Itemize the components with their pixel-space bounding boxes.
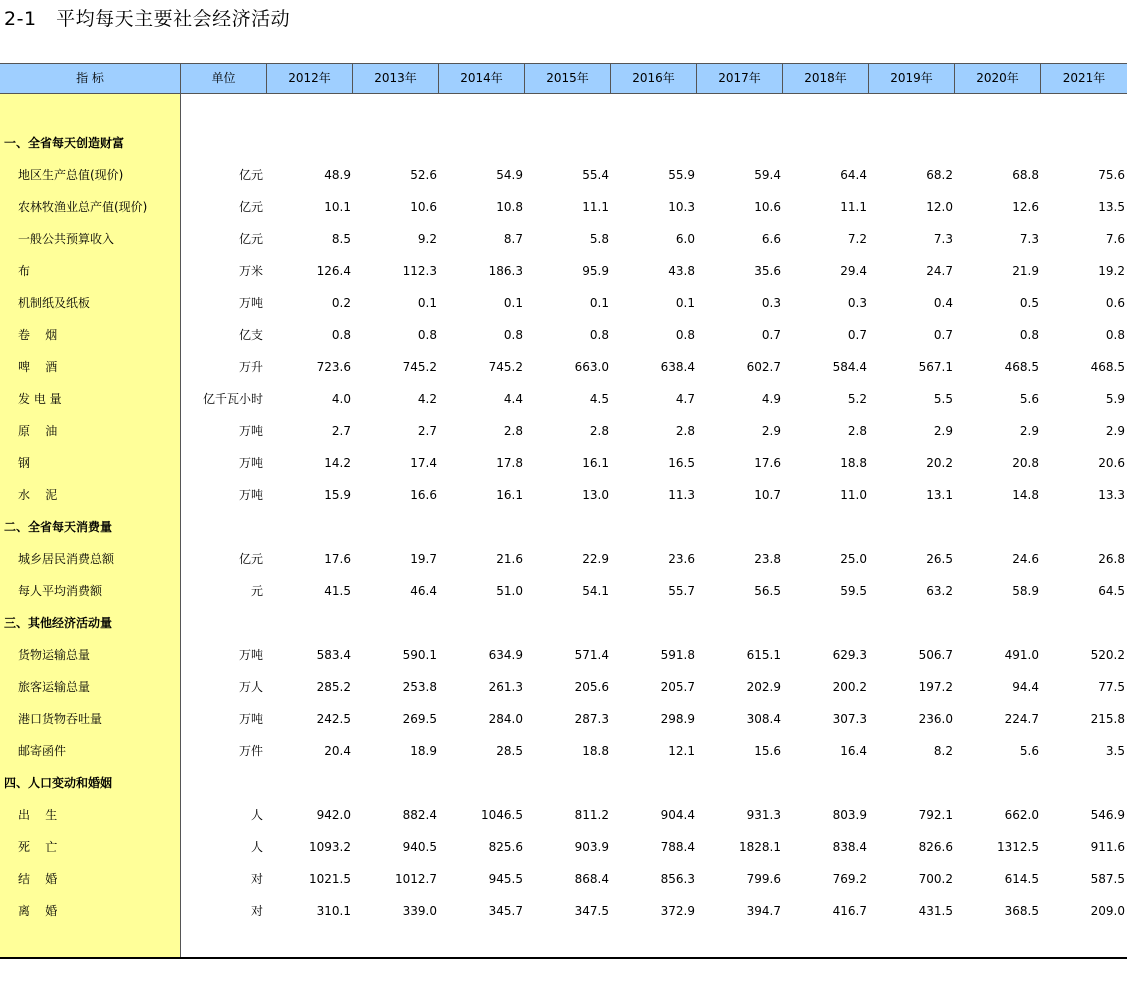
unit-cell: 亿千瓦小时 [202, 392, 263, 406]
value-cell: 583.4 [316, 648, 351, 662]
value-cell: 6.0 [675, 232, 695, 246]
value-cell: 368.5 [1004, 904, 1039, 918]
value-cell: 28.5 [496, 744, 523, 758]
value-cell: 0.8 [331, 328, 351, 342]
value-cell: 745.2 [402, 360, 437, 374]
table-row [0, 351, 1127, 383]
value-cell: 7.3 [933, 232, 953, 246]
value-cell: 55.4 [582, 168, 609, 182]
section-row [0, 511, 1127, 543]
value-cell: 19.7 [410, 552, 437, 566]
value-cell: 792.1 [918, 808, 953, 822]
value-cell: 35.6 [754, 264, 781, 278]
value-cell: 0.8 [1105, 328, 1125, 342]
value-cell: 68.8 [1012, 168, 1039, 182]
indicator-label: 旅客运输总量 [18, 680, 91, 694]
value-cell: 200.2 [832, 680, 867, 694]
value-cell: 126.4 [316, 264, 351, 278]
value-cell: 0.8 [589, 328, 609, 342]
value-cell: 5.5 [933, 392, 953, 406]
table-row [0, 415, 1127, 447]
table-row [0, 703, 1127, 735]
indicator-label: 布 [18, 264, 31, 278]
value-cell: 242.5 [316, 712, 351, 726]
value-cell: 339.0 [402, 904, 437, 918]
value-cell: 261.3 [488, 680, 523, 694]
header-year: 2015年 [525, 64, 611, 93]
value-cell: 0.1 [417, 296, 437, 310]
value-cell: 16.6 [410, 488, 437, 502]
value-cell: 13.0 [582, 488, 609, 502]
value-cell: 567.1 [918, 360, 953, 374]
unit-cell: 亿元 [238, 168, 263, 182]
value-cell: 7.6 [1105, 232, 1125, 246]
value-cell: 10.1 [324, 200, 351, 214]
value-cell: 48.9 [324, 168, 351, 182]
value-cell: 10.7 [754, 488, 781, 502]
value-cell: 17.8 [496, 456, 523, 470]
value-cell: 64.5 [1098, 584, 1125, 598]
value-cell: 310.1 [316, 904, 351, 918]
value-cell: 18.8 [840, 456, 867, 470]
value-cell: 8.7 [503, 232, 523, 246]
value-cell: 826.6 [918, 840, 953, 854]
value-cell: 20.4 [324, 744, 351, 758]
value-cell: 591.8 [660, 648, 695, 662]
value-cell: 6.6 [761, 232, 781, 246]
table-row [0, 319, 1127, 351]
value-cell: 7.2 [847, 232, 867, 246]
value-cell: 4.2 [417, 392, 437, 406]
header-unit: 单位 [181, 64, 267, 93]
indicator-label: 钢 [18, 456, 31, 470]
value-cell: 12.6 [1012, 200, 1039, 214]
value-cell: 0.1 [589, 296, 609, 310]
value-cell: 394.7 [746, 904, 781, 918]
value-cell: 20.8 [1012, 456, 1039, 470]
value-cell: 205.7 [660, 680, 695, 694]
table-row [0, 575, 1127, 607]
indicator-label: 离 婚 [18, 904, 58, 918]
value-cell: 868.4 [574, 872, 609, 886]
value-cell: 5.6 [1019, 744, 1039, 758]
value-cell: 16.1 [496, 488, 523, 502]
table-row [0, 287, 1127, 319]
value-cell: 7.3 [1019, 232, 1039, 246]
value-cell: 634.9 [488, 648, 523, 662]
value-cell: 662.0 [1004, 808, 1039, 822]
unit-cell: 亿元 [238, 232, 263, 246]
indicator-label: 发 电 量 [18, 392, 62, 406]
value-cell: 0.8 [417, 328, 437, 342]
value-cell: 723.6 [316, 360, 351, 374]
unit-cell: 人 [250, 840, 263, 854]
value-cell: 14.2 [324, 456, 351, 470]
value-cell: 20.6 [1098, 456, 1125, 470]
indicator-label: 邮寄函件 [18, 744, 67, 758]
value-cell: 856.3 [660, 872, 695, 886]
unit-cell: 万米 [238, 264, 263, 278]
value-cell: 8.5 [331, 232, 351, 246]
value-cell: 202.9 [746, 680, 781, 694]
value-cell: 4.9 [761, 392, 781, 406]
value-cell: 614.5 [1004, 872, 1039, 886]
indicator-label: 港口货物吞吐量 [18, 712, 103, 726]
value-cell: 0.8 [675, 328, 695, 342]
unit-cell: 万吨 [238, 296, 263, 310]
indicator-label: 死 亡 [18, 840, 58, 854]
value-cell: 1828.1 [739, 840, 781, 854]
value-cell: 54.9 [496, 168, 523, 182]
value-cell: 5.6 [1019, 392, 1039, 406]
value-cell: 1312.5 [997, 840, 1039, 854]
value-cell: 197.2 [918, 680, 953, 694]
value-cell: 215.8 [1090, 712, 1125, 726]
header-indicator: 指 标 [0, 64, 181, 93]
value-cell: 13.3 [1098, 488, 1125, 502]
value-cell: 0.5 [1019, 296, 1039, 310]
value-cell: 506.7 [918, 648, 953, 662]
value-cell: 8.2 [933, 744, 953, 758]
header-year: 2012年 [267, 64, 353, 93]
value-cell: 25.0 [840, 552, 867, 566]
value-cell: 811.2 [574, 808, 609, 822]
unit-cell: 亿支 [238, 328, 263, 342]
unit-cell: 亿元 [238, 200, 263, 214]
value-cell: 2.8 [589, 424, 609, 438]
header-year: 2019年 [869, 64, 955, 93]
section-label: 二、全省每天消费量 [4, 520, 113, 534]
value-cell: 2.9 [1105, 424, 1125, 438]
value-cell: 10.6 [754, 200, 781, 214]
value-cell: 95.9 [582, 264, 609, 278]
header-year: 2013年 [353, 64, 439, 93]
table-row [0, 159, 1127, 191]
value-cell: 23.6 [668, 552, 695, 566]
value-cell: 347.5 [574, 904, 609, 918]
value-cell: 904.4 [660, 808, 695, 822]
value-cell: 2.8 [503, 424, 523, 438]
value-cell: 11.1 [840, 200, 867, 214]
value-cell: 931.3 [746, 808, 781, 822]
value-cell: 468.5 [1090, 360, 1125, 374]
value-cell: 16.5 [668, 456, 695, 470]
table-row [0, 191, 1127, 223]
value-cell: 11.0 [840, 488, 867, 502]
value-cell: 23.8 [754, 552, 781, 566]
header-year: 2016年 [611, 64, 697, 93]
value-cell: 15.9 [324, 488, 351, 502]
header-year: 2020年 [955, 64, 1041, 93]
value-cell: 51.0 [496, 584, 523, 598]
value-cell: 56.5 [754, 584, 781, 598]
indicator-label: 原 油 [18, 424, 58, 438]
value-cell: 253.8 [402, 680, 437, 694]
value-cell: 0.3 [761, 296, 781, 310]
value-cell: 416.7 [832, 904, 867, 918]
table-row [0, 223, 1127, 255]
value-cell: 64.4 [840, 168, 867, 182]
value-cell: 236.0 [918, 712, 953, 726]
value-cell: 803.9 [832, 808, 867, 822]
value-cell: 21.6 [496, 552, 523, 566]
value-cell: 298.9 [660, 712, 695, 726]
value-cell: 10.6 [410, 200, 437, 214]
value-cell: 1012.7 [395, 872, 437, 886]
unit-cell: 万吨 [238, 456, 263, 470]
value-cell: 63.2 [926, 584, 953, 598]
value-cell: 2.9 [933, 424, 953, 438]
table-bottom-rule [0, 957, 1127, 959]
value-cell: 24.7 [926, 264, 953, 278]
value-cell: 638.4 [660, 360, 695, 374]
value-cell: 0.8 [1019, 328, 1039, 342]
value-cell: 205.6 [574, 680, 609, 694]
unit-cell: 万人 [238, 680, 263, 694]
value-cell: 788.4 [660, 840, 695, 854]
value-cell: 307.3 [832, 712, 867, 726]
value-cell: 209.0 [1090, 904, 1125, 918]
value-cell: 4.4 [503, 392, 523, 406]
value-cell: 58.9 [1012, 584, 1039, 598]
value-cell: 9.2 [417, 232, 437, 246]
value-cell: 19.2 [1098, 264, 1125, 278]
value-cell: 14.8 [1012, 488, 1039, 502]
unit-cell: 对 [250, 904, 263, 918]
value-cell: 0.8 [503, 328, 523, 342]
table-row [0, 639, 1127, 671]
value-cell: 5.8 [589, 232, 609, 246]
value-cell: 3.5 [1105, 744, 1125, 758]
table-row [0, 831, 1127, 863]
value-cell: 615.1 [746, 648, 781, 662]
value-cell: 2.9 [761, 424, 781, 438]
value-cell: 940.5 [402, 840, 437, 854]
value-cell: 2.8 [675, 424, 695, 438]
value-cell: 186.3 [488, 264, 523, 278]
value-cell: 284.0 [488, 712, 523, 726]
value-cell: 41.5 [324, 584, 351, 598]
value-cell: 4.5 [589, 392, 609, 406]
indicator-label: 卷 烟 [18, 328, 58, 342]
page-title: 2-1 平均每天主要社会经济活动 [4, 8, 291, 30]
value-cell: 663.0 [574, 360, 609, 374]
unit-cell: 万吨 [238, 712, 263, 726]
table-row [0, 895, 1127, 927]
header-year: 2014年 [439, 64, 525, 93]
value-cell: 52.6 [410, 168, 437, 182]
value-cell: 5.2 [847, 392, 867, 406]
value-cell: 0.7 [761, 328, 781, 342]
value-cell: 43.8 [668, 264, 695, 278]
header-year: 2021年 [1062, 71, 1106, 85]
indicator-label: 水 泥 [18, 488, 58, 502]
value-cell: 2.8 [847, 424, 867, 438]
value-cell: 825.6 [488, 840, 523, 854]
value-cell: 903.9 [574, 840, 609, 854]
value-cell: 4.0 [331, 392, 351, 406]
value-cell: 0.1 [503, 296, 523, 310]
value-cell: 17.4 [410, 456, 437, 470]
indicator-label: 一般公共预算收入 [18, 232, 115, 246]
value-cell: 945.5 [488, 872, 523, 886]
value-cell: 22.9 [582, 552, 609, 566]
indicator-label: 地区生产总值(现价) [18, 168, 124, 182]
value-cell: 4.7 [675, 392, 695, 406]
value-cell: 838.4 [832, 840, 867, 854]
section-row [0, 607, 1127, 639]
value-cell: 5.9 [1105, 392, 1125, 406]
value-cell: 10.3 [668, 200, 695, 214]
indicator-label: 每人平均消费额 [18, 584, 103, 598]
unit-cell: 对 [250, 872, 263, 886]
value-cell: 0.2 [331, 296, 351, 310]
value-cell: 24.6 [1012, 552, 1039, 566]
value-cell: 29.4 [840, 264, 867, 278]
unit-cell: 人 [250, 808, 263, 822]
value-cell: 269.5 [402, 712, 437, 726]
value-cell: 1021.5 [309, 872, 351, 886]
value-cell: 571.4 [574, 648, 609, 662]
value-cell: 12.1 [668, 744, 695, 758]
value-cell: 46.4 [410, 584, 437, 598]
section-row [0, 767, 1127, 799]
value-cell: 18.8 [582, 744, 609, 758]
value-cell: 745.2 [488, 360, 523, 374]
value-cell: 345.7 [488, 904, 523, 918]
value-cell: 882.4 [402, 808, 437, 822]
unit-cell: 万吨 [238, 424, 263, 438]
unit-cell: 万吨 [238, 488, 263, 502]
indicator-label: 城乡居民消费总额 [18, 552, 115, 566]
value-cell: 26.8 [1098, 552, 1125, 566]
value-cell: 224.7 [1004, 712, 1039, 726]
section-label: 四、人口变动和婚姻 [4, 776, 113, 790]
value-cell: 602.7 [746, 360, 781, 374]
value-cell: 2.7 [331, 424, 351, 438]
section-row [0, 127, 1127, 159]
unit-cell: 万升 [238, 360, 263, 374]
unit-cell: 元 [250, 584, 263, 598]
value-cell: 68.2 [926, 168, 953, 182]
value-cell: 629.3 [832, 648, 867, 662]
value-cell: 372.9 [660, 904, 695, 918]
table-row [0, 671, 1127, 703]
value-cell: 55.9 [668, 168, 695, 182]
value-cell: 16.4 [840, 744, 867, 758]
value-cell: 431.5 [918, 904, 953, 918]
value-cell: 26.5 [926, 552, 953, 566]
value-cell: 17.6 [754, 456, 781, 470]
value-cell: 769.2 [832, 872, 867, 886]
value-cell: 2.7 [417, 424, 437, 438]
unit-cell: 亿元 [238, 552, 263, 566]
unit-cell: 万件 [238, 744, 263, 758]
table-row [0, 479, 1127, 511]
value-cell: 21.9 [1012, 264, 1039, 278]
value-cell: 54.1 [582, 584, 609, 598]
value-cell: 94.4 [1012, 680, 1039, 694]
value-cell: 1046.5 [481, 808, 523, 822]
indicator-label: 货物运输总量 [18, 648, 91, 662]
value-cell: 15.6 [754, 744, 781, 758]
value-cell: 911.6 [1090, 840, 1125, 854]
indicator-label: 啤 酒 [18, 360, 58, 374]
table-row [0, 383, 1127, 415]
section-label: 一、全省每天创造财富 [4, 136, 125, 150]
table-row [0, 447, 1127, 479]
table-row [0, 735, 1127, 767]
table-header [0, 63, 1127, 94]
table-row [0, 863, 1127, 895]
value-cell: 0.6 [1105, 296, 1125, 310]
value-cell: 942.0 [316, 808, 351, 822]
value-cell: 13.1 [926, 488, 953, 502]
value-cell: 59.4 [754, 168, 781, 182]
value-cell: 75.6 [1098, 168, 1125, 182]
value-cell: 285.2 [316, 680, 351, 694]
value-cell: 0.7 [933, 328, 953, 342]
value-cell: 491.0 [1004, 648, 1039, 662]
value-cell: 11.3 [668, 488, 695, 502]
value-cell: 12.0 [926, 200, 953, 214]
value-cell: 700.2 [918, 872, 953, 886]
section-label: 三、其他经济活动量 [4, 616, 113, 630]
header-year: 2018年 [783, 64, 869, 93]
table-row [0, 255, 1127, 287]
value-cell: 20.2 [926, 456, 953, 470]
unit-cell: 万吨 [238, 648, 263, 662]
value-cell: 468.5 [1004, 360, 1039, 374]
value-cell: 13.5 [1098, 200, 1125, 214]
value-cell: 55.7 [668, 584, 695, 598]
indicator-label: 机制纸及纸板 [18, 296, 91, 310]
value-cell: 0.3 [847, 296, 867, 310]
value-cell: 112.3 [402, 264, 437, 278]
value-cell: 0.4 [933, 296, 953, 310]
value-cell: 59.5 [840, 584, 867, 598]
value-cell: 0.1 [675, 296, 695, 310]
value-cell: 2.9 [1019, 424, 1039, 438]
value-cell: 799.6 [746, 872, 781, 886]
value-cell: 584.4 [832, 360, 867, 374]
value-cell: 587.5 [1090, 872, 1125, 886]
header-year: 2017年 [697, 64, 783, 93]
value-cell: 590.1 [402, 648, 437, 662]
value-cell: 11.1 [582, 200, 609, 214]
table-row [0, 543, 1127, 575]
value-cell: 287.3 [574, 712, 609, 726]
indicator-label: 农林牧渔业总产值(现价) [18, 200, 148, 214]
value-cell: 16.1 [582, 456, 609, 470]
indicator-label: 结 婚 [18, 872, 58, 886]
value-cell: 18.9 [410, 744, 437, 758]
table-row [0, 799, 1127, 831]
value-cell: 1093.2 [309, 840, 351, 854]
value-cell: 17.6 [324, 552, 351, 566]
value-cell: 77.5 [1098, 680, 1125, 694]
value-cell: 10.8 [496, 200, 523, 214]
value-cell: 520.2 [1090, 648, 1125, 662]
indicator-label: 出 生 [18, 808, 58, 822]
value-cell: 546.9 [1090, 808, 1125, 822]
value-cell: 308.4 [746, 712, 781, 726]
value-cell: 0.7 [847, 328, 867, 342]
